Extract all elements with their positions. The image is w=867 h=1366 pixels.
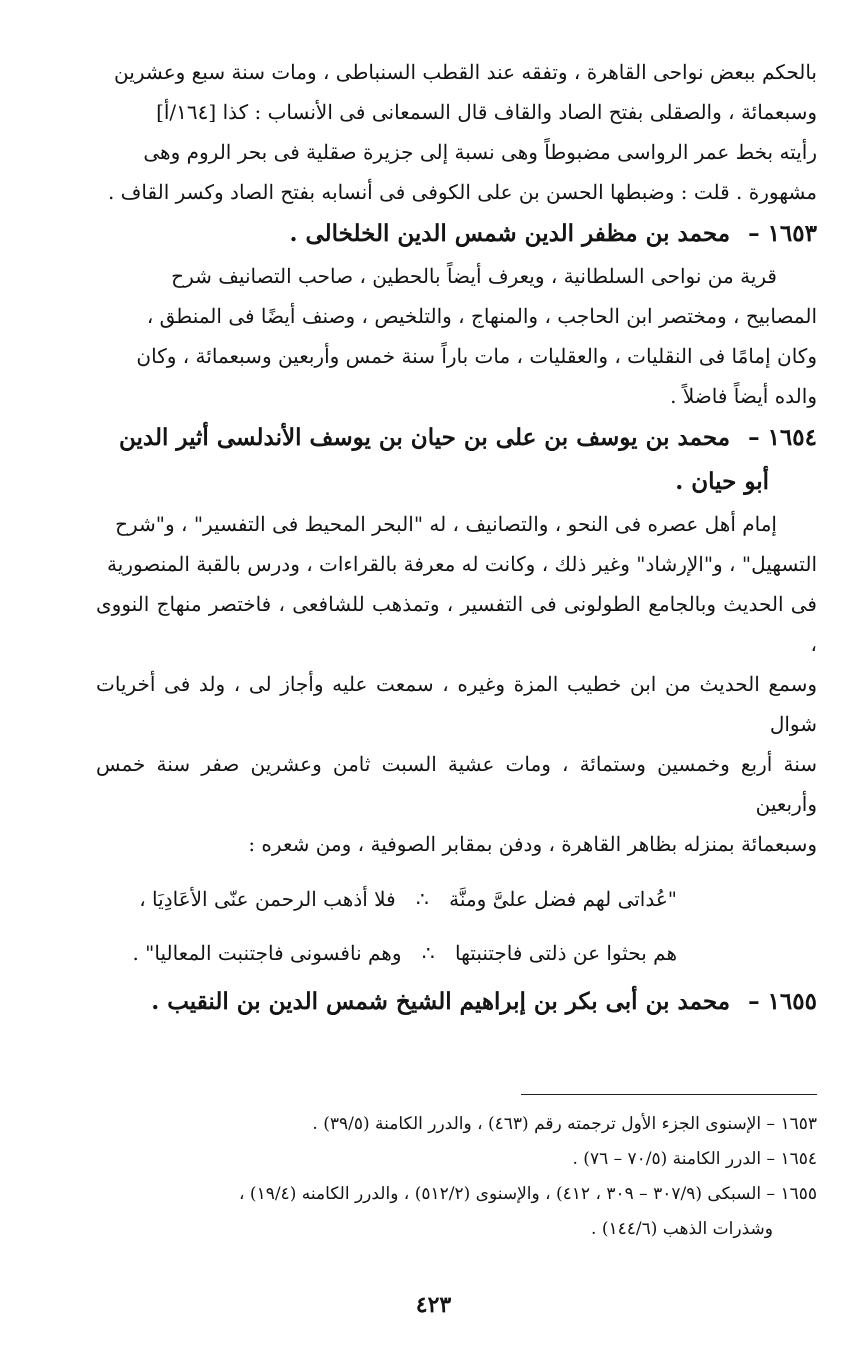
entry-number: ١٦٥٥ – bbox=[748, 988, 817, 1015]
entry-heading-1655 bbox=[96, 980, 817, 1024]
verse-separator: ∴ bbox=[416, 887, 429, 911]
text-line: قرية من نواحى السلطانية ، ويعرف أيضاً بالحطين ، صاحب التصانيف شرح bbox=[171, 264, 777, 288]
poem bbox=[96, 872, 817, 980]
entry-name: محمد بن مظفر الدين شمس الدين الخلخالى . bbox=[289, 220, 731, 247]
text-line: وسبعمائة بمنزله بظاهر القاهرة ، ودفن بمقابر الصوفية ، ومن شعره : bbox=[248, 832, 817, 856]
hemistich: وهم نافسونى فاجتنبت المعاليا" . bbox=[132, 941, 402, 965]
verse-separator: ∴ bbox=[421, 941, 435, 965]
text-line: التسهيل" ، و"الإرشاد" وغير ذلك ، وكانت له معرفة بالقراءات ، ودرس بالقبة المنصورية bbox=[107, 552, 817, 576]
entry-number: ١٦٥٣ – bbox=[748, 220, 817, 247]
text-line: فى الحديث وبالجامع الطولونى فى التفسير ، وتمذهب للشافعى ، فاختصر منهاج النووى ، bbox=[96, 592, 817, 656]
entry-number: ١٦٥٤ – bbox=[748, 424, 817, 451]
top-paragraph bbox=[96, 52, 817, 212]
text-line: سنة أربع وخمسين وستمائة ، ومات عشية السبت ثامن وعشرين صفر سنة خمس وأربعين bbox=[96, 752, 817, 816]
poem-verse bbox=[96, 926, 677, 980]
footnote: ١٦٥٤ – الدرر الكامنة (٧٠/٥ – ٧٦) . bbox=[572, 1149, 817, 1169]
text-line: والده أيضاً فاضلاً . bbox=[670, 384, 817, 408]
text-line: وسبعمائة ، والصقلى بفتح الصاد والقاف قال السمعانى فى الأنساب : كذا [١٦٤/أ] bbox=[156, 100, 817, 124]
entry-name: محمد بن أبى بكر بن إبراهيم الشيخ شمس الدين بن النقيب . bbox=[151, 988, 731, 1015]
hemistich: فلا أذهب الرحمن عنّى الأعَادِيَا ، bbox=[139, 887, 396, 911]
entry-body-1654 bbox=[96, 504, 817, 864]
text-line: وكان إمامًا فى النقليات ، والعقليات ، مات باراً سنة خمس وأربعين وسبعمائة ، وكان bbox=[136, 344, 817, 368]
footnote: ١٦٥٣ – الإسنوى الجزء الأول ترجمته رقم (٤٦٣) ، والدرر الكامنة (٣٩/٥) . bbox=[312, 1114, 817, 1134]
text-line: رأيته بخط عمر الرواسى مضبوطاً وهى نسبة إلى جزيرة صقلية فى بحر الروم وهى bbox=[143, 140, 817, 164]
footnotes bbox=[96, 1107, 817, 1247]
entry-name-continuation: أبو حيان . bbox=[675, 468, 769, 495]
entry-name: محمد بن يوسف بن على بن حيان بن يوسف الأندلسى أثير الدين bbox=[119, 424, 731, 451]
text-line: مشهورة . قلت : وضبطها الحسن بن على الكوفى فى أنسابه بفتح الصاد وكسر القاف . bbox=[107, 180, 817, 204]
entry-heading-1653 bbox=[96, 212, 817, 256]
footnote: ١٦٥٥ – السبكى (٣٠٧/٩ – ٣٠٩ ، ٤١٢) ، والإسنوى (٥١٢/٢) ، والدرر الكامنه (١٩/٤) ، bbox=[239, 1184, 817, 1204]
poem-verse bbox=[96, 872, 677, 926]
text-line: وسمع الحديث من ابن خطيب المزة وغيره ، سمعت عليه وأجاز لى ، ولد فى أخريات شوال bbox=[96, 672, 817, 736]
entry-body-1653 bbox=[96, 256, 817, 416]
text-line: المصابيح ، ومختصر ابن الحاجب ، والمنهاج ، والتلخيص ، وصنف أيضًا فى المنطق ، bbox=[146, 304, 817, 328]
footnote-continuation: وشذرات الذهب (١٤٤/٦) . bbox=[591, 1219, 773, 1239]
text-line: بالحكم ببعض نواحى القاهرة ، وتفقه عند القطب السنباطى ، ومات سنة سبع وعشرين bbox=[114, 60, 817, 84]
entry-heading-1654 bbox=[96, 416, 817, 504]
page-number: ٤٢٣ bbox=[415, 1292, 452, 1318]
text-line: إمام أهل عصره فى النحو ، والتصانيف ، له "البحر المحيط فى التفسير" ، و"شرح bbox=[115, 512, 777, 536]
footnote-divider bbox=[521, 1094, 817, 1095]
hemistich: "عُداتى لهم فضل علىَّ ومنَّة bbox=[449, 887, 677, 911]
hemistich: هم بحثوا عن ذلتى فاجتنبتها bbox=[454, 941, 677, 965]
